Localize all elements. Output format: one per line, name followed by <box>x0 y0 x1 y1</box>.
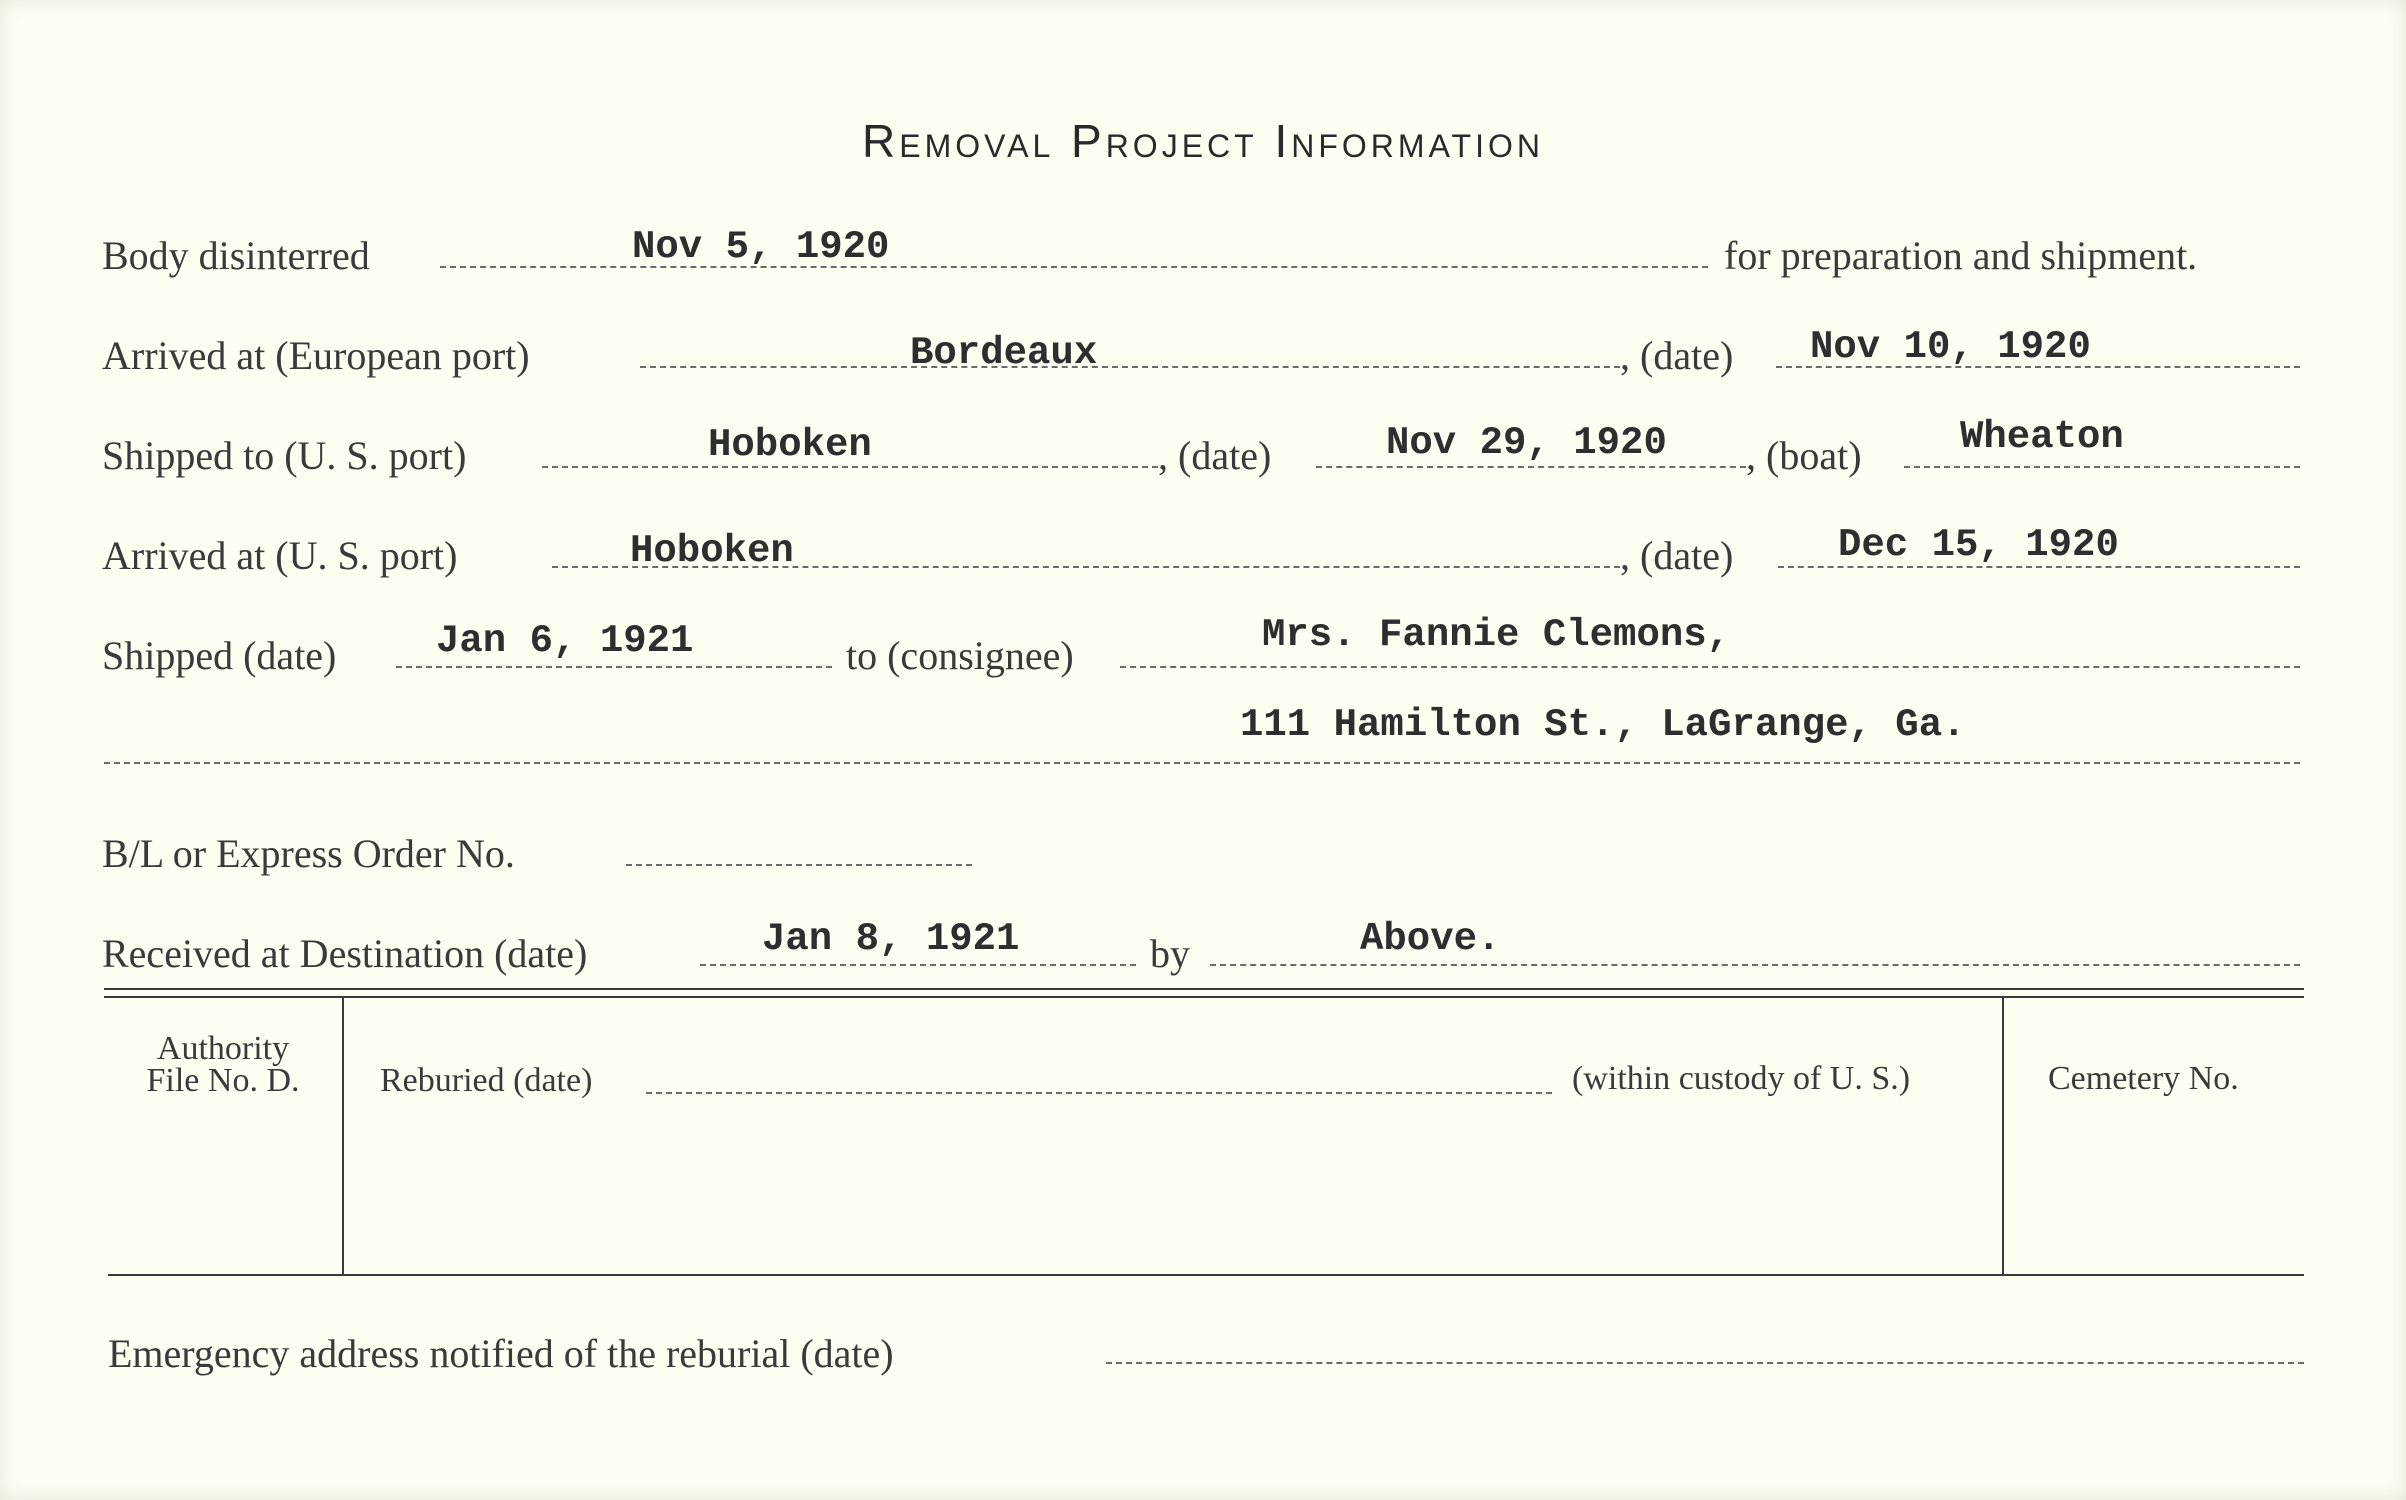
arrived-us-date-label: , (date) <box>1620 533 1734 578</box>
shipped-date-line <box>396 666 832 668</box>
received-date-line <box>700 964 1136 966</box>
consignee-address-line <box>104 762 2300 764</box>
reburied-suffix: (within custody of U. S.) <box>1572 1060 1911 1097</box>
reburied-label: Reburied (date) <box>380 1062 593 1099</box>
box-divider-left <box>342 998 344 1274</box>
consignee-label: to (consignee) <box>846 633 1074 678</box>
arrived-us-label: Arrived at (U. S. port) <box>102 533 458 578</box>
shipped-us-label: Shipped to (U. S. port) <box>102 433 467 478</box>
double-rule-bottom <box>104 996 2304 998</box>
shipped-us-port: Hoboken <box>708 423 872 467</box>
consignee-address: 111 Hamilton St., LaGrange, Ga. <box>1240 703 1966 747</box>
bl-order-line <box>626 864 972 866</box>
received-by-line <box>1210 964 2300 966</box>
shipped-us-date-line <box>1316 466 1746 468</box>
shipped-date-label: Shipped (date) <box>102 633 337 678</box>
received-date: Jan 8, 1921 <box>762 917 1020 961</box>
shipped-us-boat-label: , (boat) <box>1746 433 1862 478</box>
box-divider-right <box>2002 998 2004 1274</box>
reburied-line <box>646 1092 1552 1094</box>
body-disinterred-suffix: for preparation and shipment. <box>1724 233 2198 278</box>
arrived-european-port: Bordeaux <box>910 331 1098 375</box>
received-label: Received at Destination (date) <box>102 931 588 976</box>
bl-order-label: B/L or Express Order No. <box>102 831 515 876</box>
consignee-name: Mrs. Fannie Clemons, <box>1262 613 1731 657</box>
received-by-label: by <box>1150 931 1190 976</box>
body-disinterred-date: Nov 5, 1920 <box>632 225 890 269</box>
arrived-us-date: Dec 15, 1920 <box>1838 523 2119 567</box>
authority-label-line1: Authority <box>156 1030 290 1067</box>
cemetery-label: Cemetery No. <box>2048 1060 2239 1097</box>
box-bottom-rule <box>108 1274 2304 1276</box>
body-disinterred-line <box>440 266 1708 268</box>
emergency-label: Emergency address notified of the reburial (date) <box>108 1331 894 1376</box>
arrived-european-date: Nov 10, 1920 <box>1810 325 2091 369</box>
body-disinterred-label: Body disinterred <box>102 233 370 278</box>
arrived-us-port: Hoboken <box>630 529 794 573</box>
shipped-us-boat-line <box>1904 466 2300 468</box>
shipped-us-boat: Wheaton <box>1960 415 2124 459</box>
shipped-us-date: Nov 29, 1920 <box>1386 421 1667 465</box>
emergency-line <box>1106 1362 2304 1364</box>
shipped-date: Jan 6, 1921 <box>436 619 694 663</box>
double-rule-top <box>104 988 2304 990</box>
received-by: Above. <box>1360 917 1501 961</box>
arrived-european-date-label: , (date) <box>1620 333 1734 378</box>
shipped-us-date-label: , (date) <box>1158 433 1272 478</box>
card-title: Removal Project Information <box>862 115 1544 167</box>
arrived-european-port-line <box>640 366 1620 368</box>
consignee-line <box>1120 666 2300 668</box>
authority-label-line2: File No. D. <box>146 1062 300 1099</box>
arrived-european-label: Arrived at (European port) <box>102 333 530 378</box>
